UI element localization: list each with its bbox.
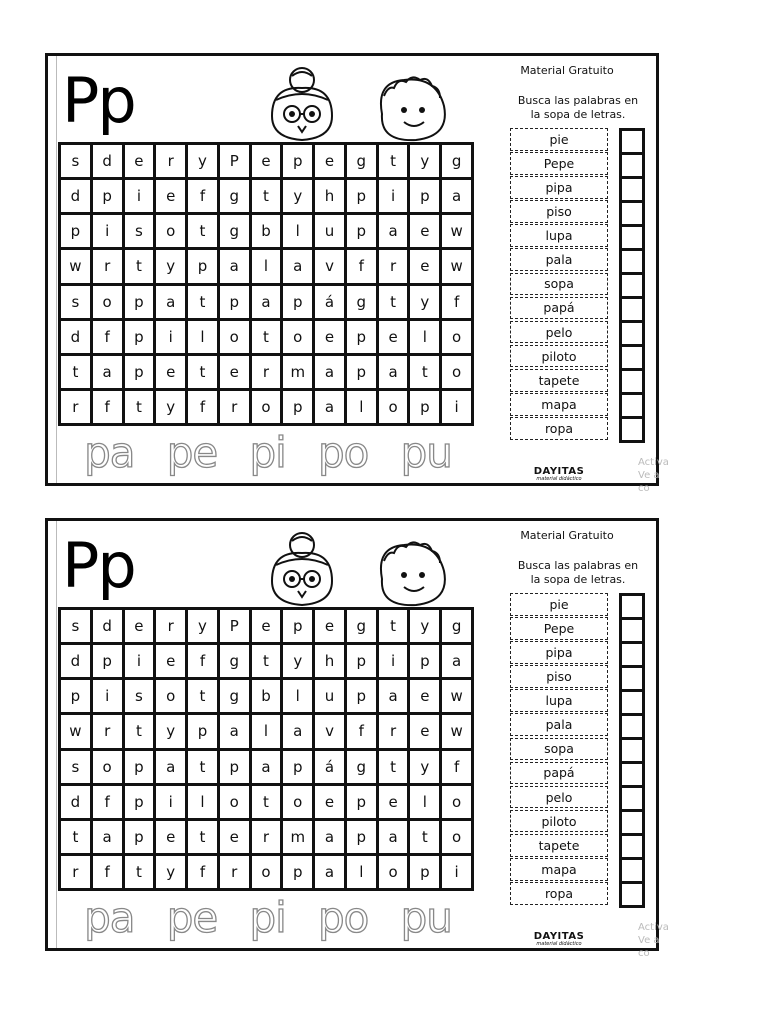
grid-cell: á: [315, 751, 344, 783]
grid-cell: s: [61, 145, 90, 177]
grid-cell: a: [252, 286, 281, 318]
grid-cell: a: [220, 715, 249, 747]
grid-cell: r: [252, 356, 281, 388]
children-illustration: [254, 531, 472, 609]
grid-cell: p: [61, 680, 90, 712]
grid-cell: i: [442, 391, 471, 423]
word-item: lupa: [510, 689, 608, 712]
grid-cell: o: [252, 856, 281, 888]
grid-cell: t: [61, 821, 90, 853]
word-item: pelo: [510, 786, 608, 809]
grid-cell: o: [442, 786, 471, 818]
grid-cell: t: [188, 286, 217, 318]
word-item: mapa: [510, 858, 608, 881]
grid-cell: o: [220, 786, 249, 818]
grid-cell: l: [283, 680, 312, 712]
syllable-trace: pi: [249, 893, 286, 942]
grid-cell: f: [188, 391, 217, 423]
grid-cell: d: [93, 610, 122, 642]
header-title: Material Gratuito: [520, 529, 614, 542]
header-title: Material Gratuito: [520, 64, 614, 77]
word-item: pie: [510, 593, 608, 616]
grid-cell: p: [347, 215, 376, 247]
checkbox[interactable]: [622, 419, 642, 440]
grid-cell: a: [379, 215, 408, 247]
grid-cell: p: [347, 356, 376, 388]
word-item: piloto: [510, 345, 608, 368]
word-item: mapa: [510, 393, 608, 416]
grid-cell: a: [220, 250, 249, 282]
syllable-trace: po: [318, 428, 369, 477]
grid-cell: i: [379, 180, 408, 212]
syllable-trace: pa: [84, 428, 135, 477]
grid-cell: l: [347, 856, 376, 888]
word-item: Pepe: [510, 152, 608, 175]
grid-cell: y: [188, 145, 217, 177]
grid-cell: g: [347, 145, 376, 177]
grid-cell: p: [347, 680, 376, 712]
grid-cell: f: [93, 856, 122, 888]
big-letter: Pp: [62, 529, 135, 602]
word-item: piso: [510, 665, 608, 688]
grid-cell: t: [188, 356, 217, 388]
grid-cell: r: [93, 250, 122, 282]
checkbox[interactable]: [622, 644, 642, 665]
grid-cell: h: [315, 180, 344, 212]
word-item: Pepe: [510, 617, 608, 640]
syllable-trace: pe: [166, 428, 218, 477]
grid-cell: p: [125, 356, 154, 388]
grid-cell: w: [442, 715, 471, 747]
grid-cell: r: [220, 391, 249, 423]
grid-cell: a: [442, 645, 471, 677]
grid-cell: e: [315, 786, 344, 818]
word-item: tapete: [510, 834, 608, 857]
grid-cell: e: [156, 821, 185, 853]
grid-cell: y: [410, 751, 439, 783]
grid-cell: a: [315, 821, 344, 853]
grid-cell: t: [379, 610, 408, 642]
grid-cell: t: [125, 856, 154, 888]
grid-cell: v: [315, 250, 344, 282]
grid-cell: p: [220, 286, 249, 318]
word-item: pipa: [510, 176, 608, 199]
grid-cell: t: [125, 715, 154, 747]
grid-cell: l: [283, 215, 312, 247]
grid-cell: g: [442, 145, 471, 177]
grid-cell: l: [252, 715, 281, 747]
grid-cell: p: [347, 786, 376, 818]
grid-cell: o: [220, 321, 249, 353]
checkbox[interactable]: [622, 716, 642, 737]
grid-cell: i: [93, 215, 122, 247]
grid-cell: p: [283, 856, 312, 888]
checkbox[interactable]: [622, 764, 642, 785]
grid-cell: e: [315, 610, 344, 642]
grid-cell: f: [188, 645, 217, 677]
grid-cell: o: [379, 856, 408, 888]
grid-cell: g: [220, 180, 249, 212]
checkbox-column: [619, 593, 645, 908]
grid-cell: f: [442, 751, 471, 783]
syllable-trace: pu: [400, 428, 452, 477]
grid-cell: i: [125, 645, 154, 677]
grid-cell: r: [252, 821, 281, 853]
word-item: tapete: [510, 369, 608, 392]
word-search-grid: [58, 142, 474, 426]
syllable-trace: pe: [166, 893, 218, 942]
grid-cell: y: [410, 286, 439, 318]
grid-cell: e: [379, 321, 408, 353]
grid-cell: f: [347, 250, 376, 282]
grid-cell: e: [156, 645, 185, 677]
grid-cell: e: [156, 180, 185, 212]
grid-cell: b: [252, 680, 281, 712]
grid-cell: g: [220, 645, 249, 677]
checkbox[interactable]: [622, 155, 642, 176]
grid-cell: p: [347, 645, 376, 677]
grid-cell: m: [283, 356, 312, 388]
checkbox[interactable]: [622, 179, 642, 200]
grid-cell: l: [252, 250, 281, 282]
grid-cell: p: [410, 856, 439, 888]
grid-cell: g: [220, 215, 249, 247]
grid-cell: y: [283, 180, 312, 212]
grid-cell: t: [188, 821, 217, 853]
grid-cell: r: [220, 856, 249, 888]
grid-cell: r: [379, 250, 408, 282]
grid-cell: r: [61, 856, 90, 888]
grid-cell: t: [252, 645, 281, 677]
word-item: pelo: [510, 321, 608, 344]
worksheet-card-2: [45, 518, 669, 959]
grid-cell: p: [410, 391, 439, 423]
grid-cell: t: [252, 180, 281, 212]
grid-cell: p: [125, 821, 154, 853]
grid-cell: P: [220, 145, 249, 177]
grid-cell: s: [125, 215, 154, 247]
syllable-trace: po: [318, 893, 369, 942]
checkbox[interactable]: [622, 812, 642, 833]
grid-cell: y: [156, 715, 185, 747]
grid-cell: h: [315, 645, 344, 677]
checkbox[interactable]: [622, 620, 642, 641]
grid-cell: o: [156, 215, 185, 247]
grid-cell: m: [283, 821, 312, 853]
grid-cell: i: [93, 680, 122, 712]
word-list: [510, 593, 608, 906]
instructions: Busca las palabras en la sopa de letras.: [517, 559, 639, 586]
grid-cell: f: [188, 856, 217, 888]
word-item: ropa: [510, 882, 608, 905]
grid-cell: a: [315, 856, 344, 888]
grid-cell: p: [93, 645, 122, 677]
grid-cell: p: [283, 286, 312, 318]
instructions: Busca las palabras en la sopa de letras.: [517, 94, 639, 121]
grid-cell: e: [252, 145, 281, 177]
grid-cell: p: [93, 180, 122, 212]
children-illustration: [254, 66, 472, 144]
checkbox[interactable]: [622, 788, 642, 809]
grid-cell: t: [379, 286, 408, 318]
grid-cell: o: [283, 786, 312, 818]
grid-cell: r: [61, 391, 90, 423]
word-item: papá: [510, 297, 608, 320]
grid-cell: a: [252, 751, 281, 783]
checkbox[interactable]: [622, 203, 642, 224]
checkbox[interactable]: [622, 395, 642, 416]
grid-cell: f: [188, 180, 217, 212]
grid-cell: t: [188, 215, 217, 247]
grid-cell: d: [61, 645, 90, 677]
checkbox[interactable]: [622, 227, 642, 248]
grid-cell: f: [93, 786, 122, 818]
grid-cell: i: [156, 321, 185, 353]
big-letter: Pp: [62, 64, 135, 137]
grid-cell: l: [347, 391, 376, 423]
grid-cell: p: [125, 286, 154, 318]
grid-cell: p: [125, 786, 154, 818]
grid-cell: p: [188, 715, 217, 747]
grid-cell: r: [93, 715, 122, 747]
grid-cell: p: [283, 391, 312, 423]
grid-cell: f: [442, 286, 471, 318]
activation-watermark: Activa Ve a co: [638, 457, 669, 494]
grid-cell: p: [410, 645, 439, 677]
syllable-trace: pa: [84, 893, 135, 942]
grid-cell: e: [125, 610, 154, 642]
word-item: sopa: [510, 738, 608, 761]
grid-cell: p: [347, 321, 376, 353]
grid-cell: p: [125, 321, 154, 353]
grid-cell: t: [252, 786, 281, 818]
checkbox-column: [619, 128, 645, 443]
grid-cell: w: [442, 250, 471, 282]
checkbox[interactable]: [622, 371, 642, 392]
grid-cell: e: [410, 250, 439, 282]
grid-cell: i: [442, 856, 471, 888]
grid-cell: e: [156, 356, 185, 388]
grid-cell: p: [61, 215, 90, 247]
grid-cell: t: [410, 356, 439, 388]
grid-cell: a: [315, 356, 344, 388]
grid-cell: p: [283, 610, 312, 642]
grid-cell: w: [61, 250, 90, 282]
grid-cell: t: [125, 391, 154, 423]
grid-cell: p: [347, 821, 376, 853]
grid-cell: o: [379, 391, 408, 423]
brand-logo: DAYITAS material didáctico: [533, 466, 585, 482]
grid-cell: p: [283, 145, 312, 177]
grid-cell: t: [379, 751, 408, 783]
grid-cell: e: [220, 356, 249, 388]
grid-cell: d: [61, 180, 90, 212]
grid-cell: s: [61, 286, 90, 318]
grid-cell: p: [283, 751, 312, 783]
word-item: piso: [510, 200, 608, 223]
word-item: papá: [510, 762, 608, 785]
grid-cell: l: [188, 786, 217, 818]
grid-cell: p: [125, 751, 154, 783]
grid-cell: s: [61, 610, 90, 642]
grid-cell: i: [125, 180, 154, 212]
grid-cell: o: [442, 356, 471, 388]
checkbox[interactable]: [622, 740, 642, 761]
grid-cell: t: [188, 680, 217, 712]
word-item: piloto: [510, 810, 608, 833]
syllable-trace: pu: [400, 893, 452, 942]
grid-cell: y: [156, 391, 185, 423]
grid-cell: a: [283, 250, 312, 282]
checkbox[interactable]: [622, 884, 642, 905]
grid-cell: g: [347, 751, 376, 783]
word-item: pipa: [510, 641, 608, 664]
word-search-grid: [58, 607, 474, 891]
grid-cell: t: [379, 145, 408, 177]
grid-cell: a: [93, 821, 122, 853]
grid-cell: t: [61, 356, 90, 388]
grid-cell: d: [93, 145, 122, 177]
checkbox[interactable]: [622, 323, 642, 344]
checkbox[interactable]: [622, 299, 642, 320]
grid-cell: t: [188, 751, 217, 783]
grid-cell: e: [220, 821, 249, 853]
grid-cell: b: [252, 215, 281, 247]
grid-cell: w: [61, 715, 90, 747]
grid-cell: a: [93, 356, 122, 388]
checkbox[interactable]: [622, 860, 642, 881]
syllable-tracing-row: [68, 893, 468, 947]
checkbox[interactable]: [622, 275, 642, 296]
word-item: ropa: [510, 417, 608, 440]
grid-cell: a: [379, 680, 408, 712]
grid-cell: p: [220, 751, 249, 783]
grid-cell: f: [93, 321, 122, 353]
word-item: pala: [510, 248, 608, 271]
word-item: lupa: [510, 224, 608, 247]
grid-cell: g: [347, 286, 376, 318]
left-edge: [48, 56, 57, 483]
grid-cell: l: [188, 321, 217, 353]
checkbox[interactable]: [622, 692, 642, 713]
word-item: sopa: [510, 273, 608, 296]
grid-cell: f: [347, 715, 376, 747]
grid-cell: e: [315, 321, 344, 353]
grid-cell: y: [410, 610, 439, 642]
checkbox[interactable]: [622, 836, 642, 857]
grid-cell: p: [188, 250, 217, 282]
worksheet-card-1: [45, 53, 669, 494]
grid-cell: o: [156, 680, 185, 712]
grid-cell: y: [410, 145, 439, 177]
grid-cell: e: [125, 145, 154, 177]
grid-cell: a: [156, 286, 185, 318]
grid-cell: i: [156, 786, 185, 818]
activation-watermark: Activa Ve a co: [638, 922, 669, 959]
grid-cell: t: [125, 250, 154, 282]
checkbox[interactable]: [622, 668, 642, 689]
grid-cell: r: [156, 145, 185, 177]
word-item: pala: [510, 713, 608, 736]
grid-cell: o: [252, 391, 281, 423]
grid-cell: t: [410, 821, 439, 853]
grid-cell: o: [442, 821, 471, 853]
grid-cell: g: [347, 610, 376, 642]
grid-cell: y: [156, 856, 185, 888]
grid-cell: i: [379, 645, 408, 677]
grid-cell: e: [252, 610, 281, 642]
grid-cell: d: [61, 786, 90, 818]
grid-cell: y: [156, 250, 185, 282]
grid-cell: a: [283, 715, 312, 747]
grid-cell: o: [93, 751, 122, 783]
grid-cell: u: [315, 215, 344, 247]
grid-cell: g: [442, 610, 471, 642]
grid-cell: a: [379, 356, 408, 388]
syllable-tracing-row: [68, 428, 468, 482]
grid-cell: e: [410, 680, 439, 712]
grid-cell: a: [379, 821, 408, 853]
grid-cell: a: [315, 391, 344, 423]
grid-cell: e: [315, 145, 344, 177]
left-edge: [48, 521, 57, 948]
grid-cell: w: [442, 215, 471, 247]
grid-cell: P: [220, 610, 249, 642]
grid-cell: g: [220, 680, 249, 712]
grid-cell: w: [442, 680, 471, 712]
grid-cell: r: [156, 610, 185, 642]
grid-cell: á: [315, 286, 344, 318]
grid-cell: d: [61, 321, 90, 353]
grid-cell: y: [188, 610, 217, 642]
checkbox[interactable]: [622, 251, 642, 272]
checkbox[interactable]: [622, 131, 642, 152]
word-item: pie: [510, 128, 608, 151]
grid-cell: y: [283, 645, 312, 677]
brand-logo: DAYITAS material didáctico: [533, 931, 585, 947]
grid-cell: e: [410, 215, 439, 247]
checkbox[interactable]: [622, 347, 642, 368]
grid-cell: t: [252, 321, 281, 353]
grid-cell: s: [125, 680, 154, 712]
grid-cell: e: [410, 715, 439, 747]
grid-cell: o: [442, 321, 471, 353]
grid-cell: l: [410, 786, 439, 818]
grid-cell: u: [315, 680, 344, 712]
grid-cell: o: [93, 286, 122, 318]
grid-cell: a: [442, 180, 471, 212]
grid-cell: p: [347, 180, 376, 212]
grid-cell: r: [379, 715, 408, 747]
grid-cell: a: [156, 751, 185, 783]
syllable-trace: pi: [249, 428, 286, 477]
grid-cell: l: [410, 321, 439, 353]
checkbox[interactable]: [622, 596, 642, 617]
grid-cell: o: [283, 321, 312, 353]
grid-cell: e: [379, 786, 408, 818]
grid-cell: s: [61, 751, 90, 783]
word-list: [510, 128, 608, 441]
grid-cell: p: [410, 180, 439, 212]
grid-cell: f: [93, 391, 122, 423]
grid-cell: v: [315, 715, 344, 747]
